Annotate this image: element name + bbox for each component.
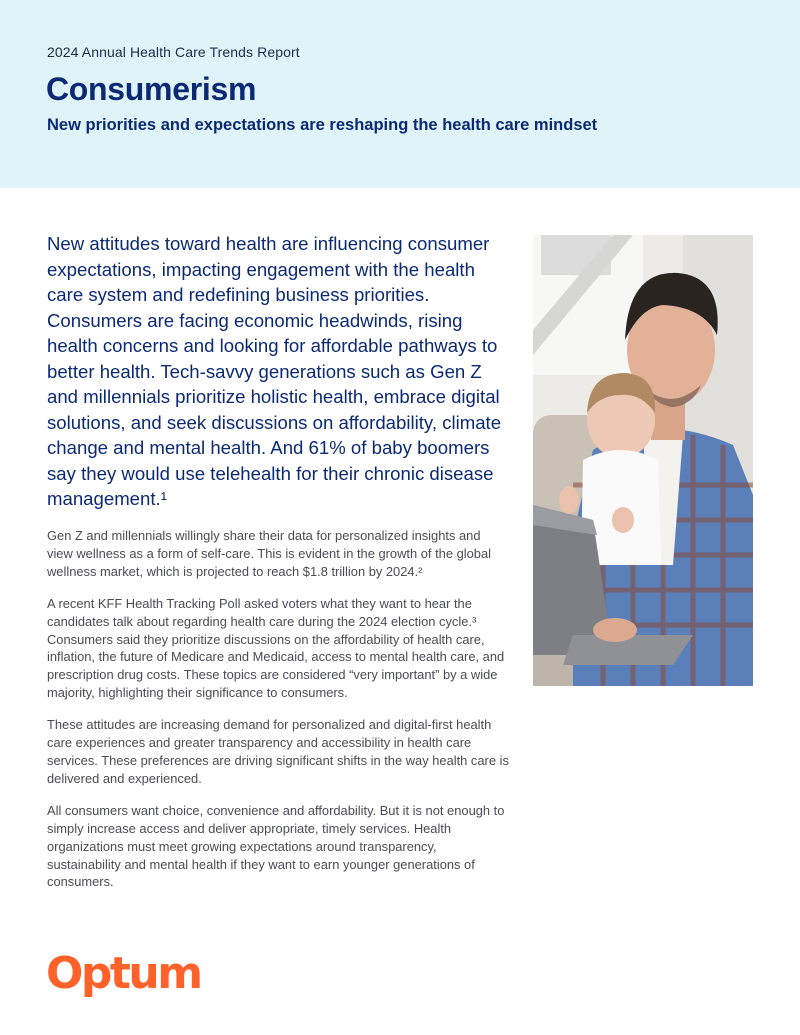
optum-logo-text: Optum [46, 948, 201, 999]
body-column [47, 527, 509, 905]
page-title: Consumerism [46, 71, 257, 107]
report-eyebrow: 2024 Annual Health Care Trends Report [47, 44, 300, 60]
body-paragraph-1: Gen Z and millennials willingly share their data for personalized insights and view wellness as a form of self-care. This is evident in the growth of the global wellness market, which is projected to reach $1.8 trillion by 2024.² [47, 528, 491, 579]
page-subtitle: New priorities and expectations are reshaping the health care mindset [47, 116, 598, 134]
lead-paragraph: New attitudes toward health are influencing consumer expectations, impacting engagement with the health care system and redefining business priorities. Consumers are facing economic headwinds, rising health concerns and looking for affordable pathways to better health. Tech-savvy generations such as Gen Z and millennials prioritize holistic health, embrace digital solutions, and seek discussions on affordability, climate change and mental health. And 61% of baby boomers say they would use telehealth for their chronic disease management.¹ [47, 233, 502, 509]
father-child-laptop-photo [533, 235, 753, 686]
body-paragraph-3: These attitudes are increasing demand for personalized and digital-first health care experiences and greater transparency and accessibility in health care services. These preferences are driving significant shifts in the way health care is delivered and experienced. [47, 717, 509, 786]
optum-logo [46, 944, 226, 1006]
body-paragraph-4: All consumers want choice, convenience and affordability. But it is not enough to simply increase access and deliver appropriate, timely services. Health organizations must meet growing expectations around transparency, sustainability and mental health if they want to earn younger generations of consumers. [47, 802, 505, 890]
header-band [0, 0, 800, 188]
body-paragraph-2: A recent KFF Health Tracking Poll asked voters what they want to hear the candidates talk about regarding health care during the 2024 election cycle.³ Consumers said they prioritize discussions on the affordability of health care, inflation, the future of Medicare and Medicaid, access to mental health care, and prescription drug costs. These topics are considered “very important” by a wide majority, highlighting their significance to consumers. [47, 595, 505, 701]
